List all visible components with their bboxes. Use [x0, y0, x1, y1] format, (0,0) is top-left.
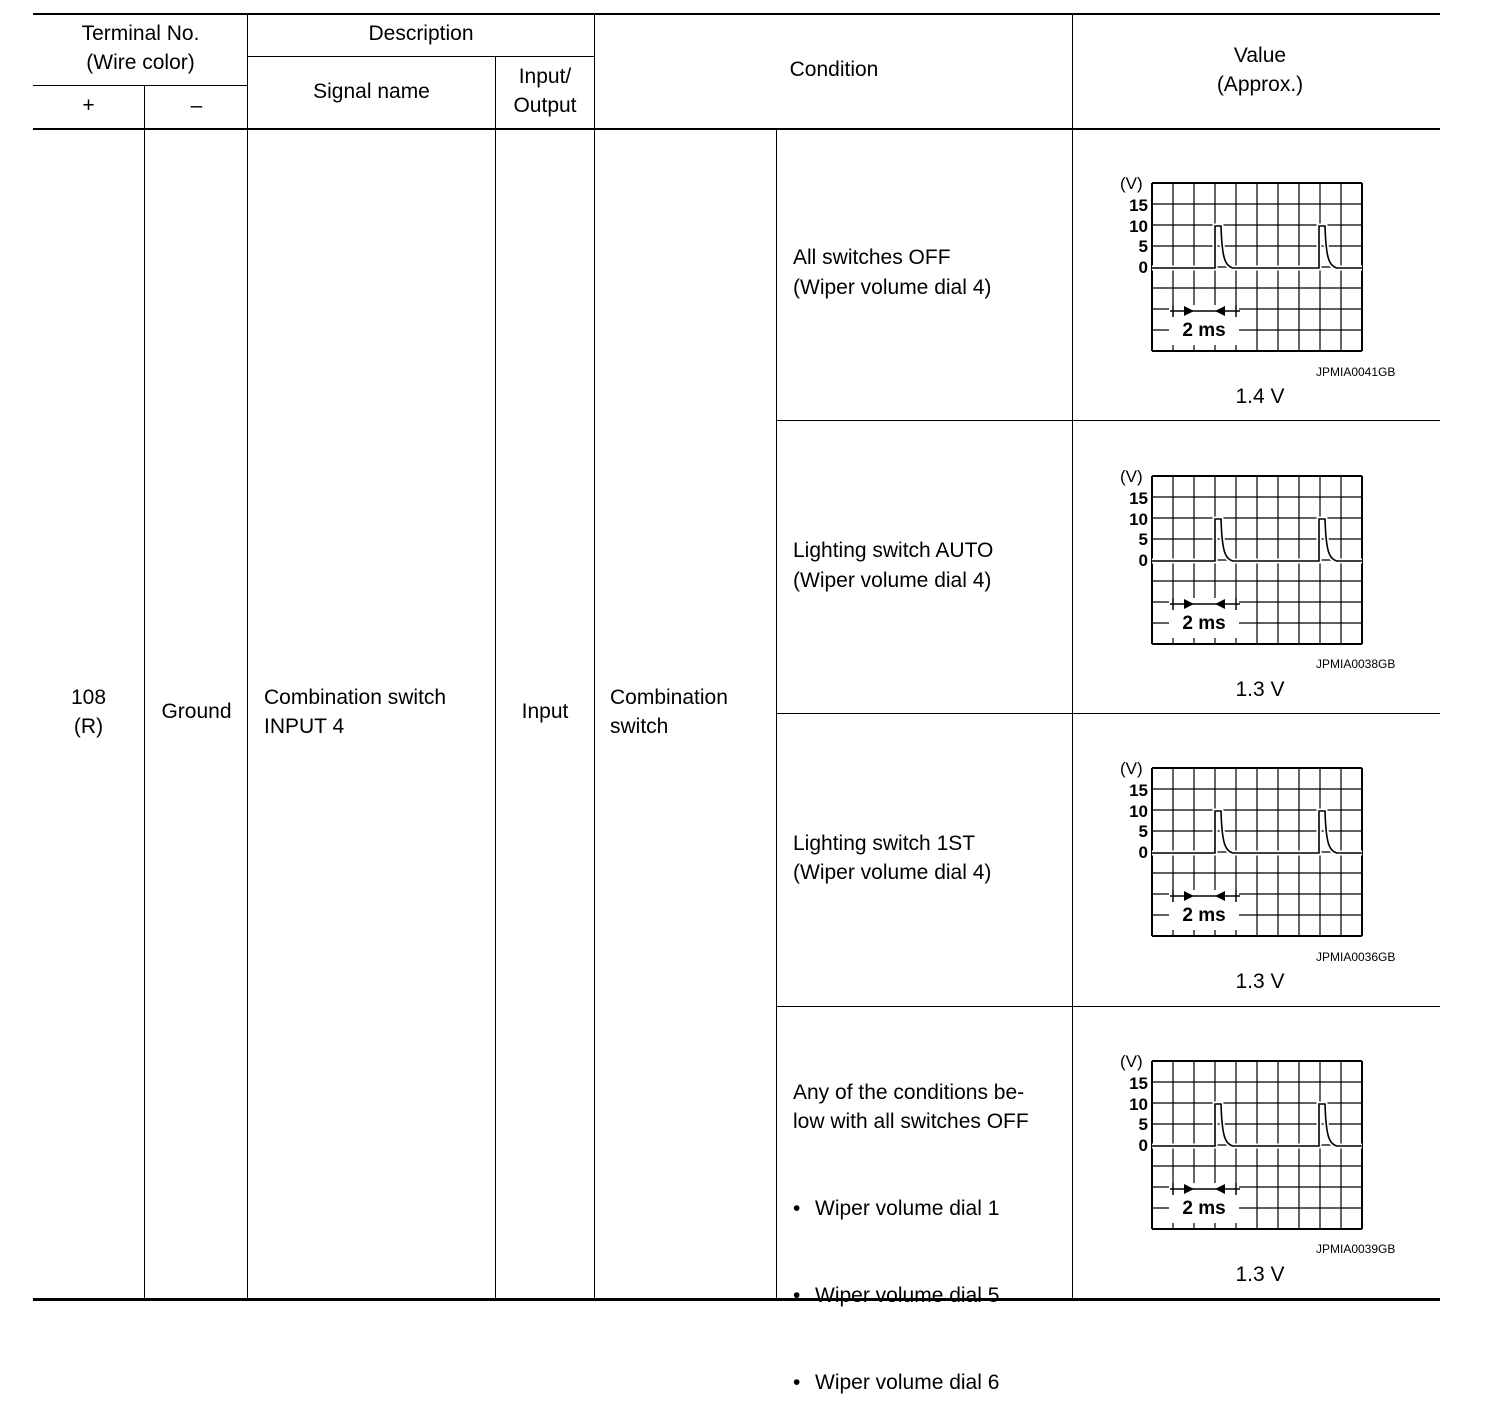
- terminal-subheader-line: [33, 85, 248, 86]
- scope-y-tick: 15: [1129, 781, 1148, 800]
- header-value-line1: Value: [1233, 44, 1287, 67]
- terminal-minus: Ground: [161, 700, 232, 723]
- col-div-condition-sub: [776, 128, 777, 1299]
- scope-y-tick: 15: [1129, 489, 1148, 508]
- scope-y-tick: 10: [1129, 802, 1148, 821]
- io-value: Input: [521, 700, 569, 723]
- scope-y-tick: 5: [1138, 237, 1148, 256]
- cond-divider-3: [777, 1006, 1440, 1007]
- cond-divider-2: [777, 713, 1440, 714]
- image-ref-4: JPMIA0039GB: [1316, 1242, 1396, 1256]
- time-div-label: 2 ms: [1182, 905, 1226, 926]
- condition-3-line1: Lighting switch 1ST: [793, 832, 976, 855]
- scope-y-tick: 0: [1138, 1136, 1148, 1155]
- header-wire-color: (Wire color): [86, 51, 195, 74]
- bottom-border: [33, 1298, 1440, 1301]
- scope-unit-label: (V): [1120, 1052, 1143, 1071]
- condition-4-line1: Any of the conditions be-: [793, 1081, 1025, 1104]
- condition-4-bullet-list: [793, 1136, 999, 1426]
- waveform-graph: [1112, 757, 1372, 942]
- col-div-plus-minus: [144, 85, 145, 1299]
- header-plus: +: [82, 94, 95, 117]
- image-ref-2: JPMIA0038GB: [1316, 657, 1396, 671]
- condition-4-bullet: • Wiper volume dial 6: [793, 1368, 999, 1397]
- header-value-line2: (Approx.): [1216, 73, 1304, 96]
- scope-y-tick: 0: [1138, 843, 1148, 862]
- col-div-terminal-desc: [247, 13, 248, 1299]
- condition-1-line2: (Wiper volume dial 4): [793, 276, 992, 299]
- scope-y-tick: 10: [1129, 217, 1148, 236]
- scope-y-tick: 15: [1129, 196, 1148, 215]
- top-border: [33, 13, 1440, 15]
- col-div-condition-value: [1072, 13, 1073, 1299]
- time-div-label: 2 ms: [1182, 320, 1226, 341]
- header-signal-name: Signal name: [313, 80, 430, 103]
- waveform-graph: [1112, 1050, 1372, 1235]
- waveform-graph: [1112, 172, 1372, 357]
- condition-4-bullet: • Wiper volume dial 5: [793, 1281, 999, 1310]
- condition-main-line1: Combination: [610, 686, 728, 709]
- scope-y-tick: 5: [1138, 822, 1148, 841]
- condition-2-line2: (Wiper volume dial 4): [793, 569, 992, 592]
- header-condition: Condition: [789, 58, 879, 81]
- scope-y-tick: 0: [1138, 258, 1148, 277]
- signal-name-line1: Combination switch: [264, 686, 447, 709]
- condition-main-line2: switch: [610, 715, 669, 738]
- condition-1-line1: All switches OFF: [793, 246, 951, 269]
- scope-y-tick: 15: [1129, 1074, 1148, 1093]
- condition-4-line2: low with all switches OFF: [793, 1110, 1029, 1133]
- scope-y-tick: 5: [1138, 1115, 1148, 1134]
- image-ref-3: JPMIA0036GB: [1316, 950, 1396, 964]
- desc-subheader-line: [248, 56, 594, 57]
- value-1: 1.4 V: [1235, 385, 1285, 408]
- header-terminal-no: Terminal No.: [81, 22, 200, 45]
- scope-unit-label: (V): [1120, 467, 1143, 486]
- terminal-plus-color: (R): [73, 715, 104, 738]
- scope-y-tick: 5: [1138, 530, 1148, 549]
- condition-2-line1: Lighting switch AUTO: [793, 539, 994, 562]
- value-3: 1.3 V: [1235, 970, 1285, 993]
- scope-unit-label: (V): [1120, 174, 1143, 193]
- col-div-signal-io: [495, 56, 496, 1299]
- signal-name-line2: INPUT 4: [264, 715, 345, 738]
- waveform-graph: [1112, 465, 1372, 650]
- col-div-desc-condition: [594, 13, 595, 1299]
- time-div-label: 2 ms: [1182, 1198, 1226, 1219]
- header-io-line1: Input/: [518, 65, 572, 88]
- image-ref-1: JPMIA0041GB: [1316, 365, 1396, 379]
- time-div-label: 2 ms: [1182, 613, 1226, 634]
- terminal-plus-number: 108: [70, 686, 107, 709]
- value-2: 1.3 V: [1235, 678, 1285, 701]
- header-bottom-line: [33, 128, 1440, 130]
- scope-unit-label: (V): [1120, 759, 1143, 778]
- scope-y-tick: 10: [1129, 1095, 1148, 1114]
- scope-y-tick: 10: [1129, 510, 1148, 529]
- condition-4-bullet: • Wiper volume dial 1: [793, 1194, 999, 1223]
- value-4: 1.3 V: [1235, 1263, 1285, 1286]
- header-minus: –: [190, 94, 203, 117]
- header-description: Description: [368, 22, 474, 45]
- scope-y-tick: 0: [1138, 551, 1148, 570]
- header-io-line2: Output: [513, 94, 577, 117]
- condition-3-line2: (Wiper volume dial 4): [793, 861, 992, 884]
- cond-divider-1: [777, 420, 1440, 421]
